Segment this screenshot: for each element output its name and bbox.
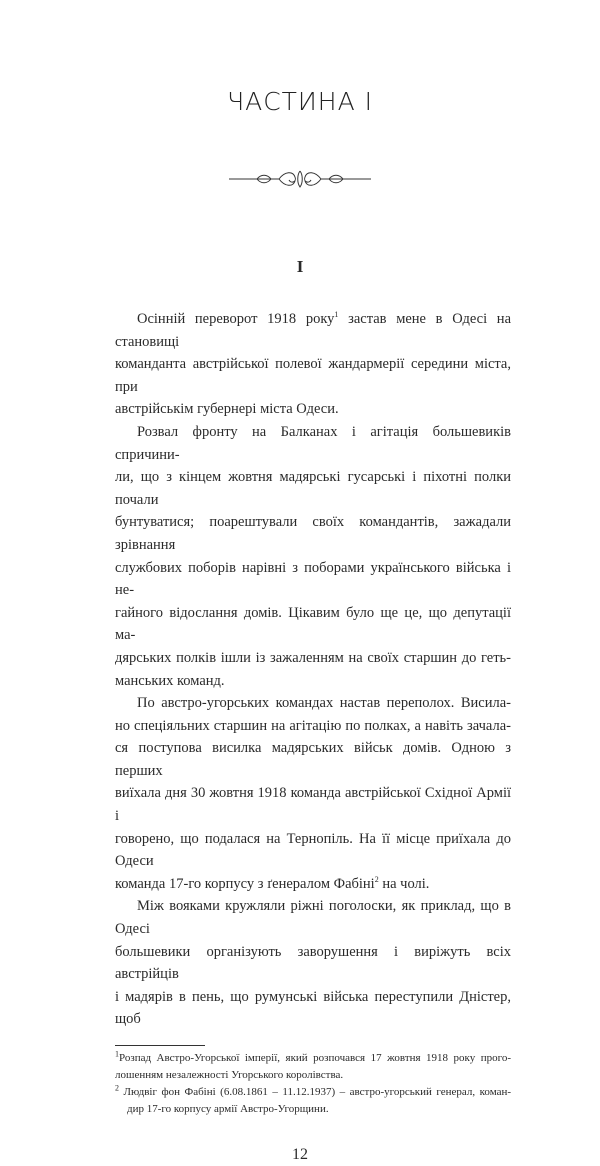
footnotes bbox=[115, 1050, 511, 1118]
footnote-ref: 1 bbox=[334, 310, 339, 320]
text-line: австрійськім губернері міста Одеси. bbox=[115, 401, 339, 418]
chapter-number: I bbox=[296, 257, 304, 276]
part-title: ЧАСТИНА I bbox=[226, 87, 374, 116]
text-line: манських команд. bbox=[115, 672, 225, 689]
text-line: Розвал фронту на Балканах і агітація большевиків спричини- bbox=[115, 423, 511, 463]
page-number: 12 bbox=[292, 1146, 308, 1163]
text-line: но спеціяльних старшин на агітацію по полках, а навіть зачала- bbox=[115, 717, 511, 734]
text-line: бунтуватися; поарештували своїх командантів, зажадали зрівнання bbox=[115, 514, 511, 553]
ornament-divider-icon bbox=[227, 168, 373, 190]
text-line: і мадярів в пень, що румунські війська переступили Дністер, щоб bbox=[115, 988, 511, 1028]
footnote-line: лошенням незалежності Угорського королівства. bbox=[115, 1069, 344, 1081]
footnote-line: $^1$Розпад Австро-Угорської імперії, який розпочався 17 жовтня 1918 року прого- bbox=[115, 1049, 511, 1064]
footnote-ref: 2 bbox=[374, 875, 379, 885]
text-line: службових поборів нарівні з поборами українського війська і не- bbox=[115, 559, 511, 599]
text-line: Між вояками кружляли ріжні поголоски, як приклад, що в Одесі bbox=[115, 898, 511, 938]
text-line: гайного відослання домів. Цікавим було ще це, що депутації ма- bbox=[115, 604, 511, 644]
text-line: дярських полків ішли із зажаленням на своїх старшин до геть- bbox=[115, 649, 511, 666]
text-line: команданта австрійської полевої жандармерії середини міста, при bbox=[115, 356, 511, 395]
text-line: виїхала дня 30 жовтня 1918 команда австрійської Східної Армії і bbox=[115, 785, 511, 825]
text-line: По австро-угорських командах настав переполох. Висила- bbox=[137, 695, 511, 712]
text-line: ли, що з кінцем жовтня мадярські гусарські і піхотні полки почали bbox=[115, 469, 511, 508]
text-line: команда 17-го корпусу з ґенералом Фабіні$^2$ на чолі. bbox=[115, 875, 430, 892]
text-line: большевики організують заворушення і виріжуть всіх австрійців bbox=[115, 943, 511, 983]
footnote-line: $^2$ Людвіг фон Фабіні (6.08.1861 – 11.12.1937) – австро-угорський генерал, коман- bbox=[115, 1083, 512, 1098]
text-line: ся поступова висилка мадярських військ домів. Одною з перших bbox=[115, 740, 511, 779]
footnote-mark: 2 bbox=[115, 1083, 119, 1093]
text-line: говорено, що подалася на Тернопіль. На її місце приїхала до Одеси bbox=[115, 830, 511, 870]
footnote-separator bbox=[115, 1045, 205, 1046]
footnote-line: дир 17-го корпусу армії Австро-Угорщини. bbox=[127, 1103, 329, 1115]
footnote-mark: 1 bbox=[115, 1049, 119, 1059]
body-text bbox=[115, 308, 511, 1031]
text-line: Осінній переворот 1918 року$^1$ застав мене в Одесі на становищі bbox=[115, 310, 512, 350]
